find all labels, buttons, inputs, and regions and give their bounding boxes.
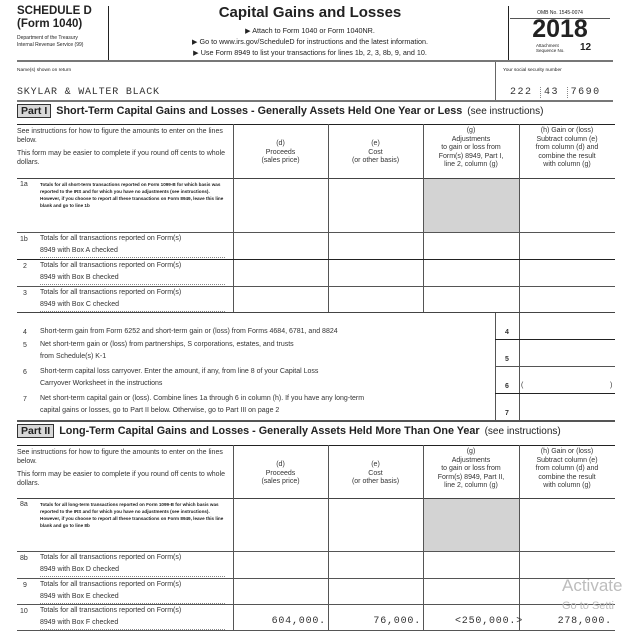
divider bbox=[17, 420, 615, 422]
col-label: (d) bbox=[276, 140, 285, 147]
line-number: 6 bbox=[23, 369, 27, 376]
part1-intro bbox=[17, 127, 231, 167]
instruction-attach: ▶ Attach to Form 1040 or Form 1040NR. bbox=[245, 26, 375, 35]
line-box-number: 5 bbox=[505, 356, 509, 363]
col-label: combine the result bbox=[538, 473, 596, 481]
col-label: Adjustments bbox=[451, 456, 491, 464]
col-label: (d) bbox=[276, 461, 285, 468]
line-number: 4 bbox=[23, 329, 27, 336]
col-label: (g) bbox=[466, 448, 476, 455]
row-text: Short-term capital loss carryover. Enter the amount, if any, from line 8 of your Capital Loss bbox=[40, 368, 319, 375]
col-label: to gain or loss from bbox=[441, 144, 501, 152]
paren-close: ) bbox=[610, 382, 613, 389]
taxpayer-name-field[interactable]: SKYLAR & WALTER BLACK bbox=[17, 87, 160, 98]
part2-intro2: This form may be easier to complete if you round off cents to whole dollars. bbox=[17, 471, 226, 487]
col-label: line 2, column (g) bbox=[444, 161, 498, 169]
row-text: Carryover Worksheet in the instructions bbox=[40, 380, 163, 387]
shaded-cell bbox=[424, 179, 519, 232]
row-text: 8949 with Box A checked bbox=[40, 245, 225, 258]
line-number: 1b bbox=[20, 236, 28, 243]
tax-year: 2018 bbox=[532, 15, 588, 43]
col-label: Cost bbox=[368, 148, 383, 156]
row-text: capital gains or losses, go to Part II below. Otherwise, go to Part III on page 2 bbox=[40, 407, 280, 414]
divider bbox=[108, 6, 109, 60]
line-box-number: 4 bbox=[505, 329, 509, 336]
col-label: (or other basis) bbox=[351, 157, 400, 165]
line10-proceeds-field[interactable]: 604,000. bbox=[271, 616, 326, 627]
col-label: (g) bbox=[466, 127, 476, 134]
attachment-label: Attachment bbox=[536, 43, 559, 48]
line7-text bbox=[40, 393, 364, 417]
row-text: 8949 with Box E checked bbox=[40, 591, 225, 604]
line5-text bbox=[40, 339, 294, 363]
row-text: 8949 with Box B checked bbox=[40, 272, 225, 285]
part1-title: Short-Term Capital Gains and Losses - Generally Assets Held One Year or Less bbox=[56, 105, 463, 117]
sequence-number: 12 bbox=[580, 42, 592, 53]
divider bbox=[17, 124, 615, 125]
activation-watermark: Activate bbox=[562, 576, 623, 595]
row-text: Totals for all transactions reported on Form(s) bbox=[40, 262, 182, 269]
form-title: Capital Gains and Losses bbox=[218, 4, 402, 21]
line-box-number: 6 bbox=[505, 383, 509, 390]
activation-watermark-sub: Go to Setti bbox=[562, 600, 614, 612]
schedule-label: SCHEDULE D bbox=[17, 5, 92, 17]
row-text: Net short-term capital gain or (loss). Combine lines 1a through 6 in column (h). If you have any long-term bbox=[40, 395, 365, 402]
row-text: Totals for all transactions reported on Form(s) bbox=[40, 289, 182, 296]
row-text: Totals for all transactions reported on Form(s) bbox=[40, 235, 182, 242]
col-label: line 2, column (g) bbox=[444, 482, 498, 490]
divider bbox=[508, 6, 509, 60]
col-label: Subtract column (e) bbox=[536, 135, 598, 143]
line10-cost-field[interactable]: 76,000. bbox=[373, 616, 421, 627]
row-text: Net short-term gain or (loss) from partnerships, S corporations, estates, and trusts bbox=[40, 341, 294, 348]
col-label: (h) Gain or (loss) bbox=[540, 448, 594, 455]
divider bbox=[17, 498, 615, 499]
divider bbox=[495, 62, 496, 100]
line4-text: Short-term gain from Form 6252 and short-term gain or (loss) from Forms 4684, 6781, and 8824 bbox=[40, 328, 338, 335]
line-number: 8a bbox=[20, 501, 28, 508]
line-number: 9 bbox=[23, 582, 27, 589]
line-number: 3 bbox=[23, 290, 27, 297]
ssn-part1: 222 bbox=[510, 87, 533, 98]
part1-badge: Part I bbox=[17, 104, 51, 118]
col-label: from column (d) and bbox=[535, 465, 599, 473]
attachment-sequence-label bbox=[536, 43, 565, 53]
col-label: Form(s) 8949, Part I, bbox=[438, 152, 504, 160]
row-divider bbox=[495, 393, 615, 394]
line-number: 7 bbox=[23, 396, 27, 403]
col-label: to gain or loss from bbox=[441, 465, 501, 473]
shaded-cell bbox=[424, 499, 519, 551]
dept-line2: Internal Revenue Service (99) bbox=[17, 42, 84, 48]
col-label: Adjustments bbox=[451, 135, 491, 143]
grid-line bbox=[328, 124, 329, 312]
part1-see-instructions: (see instructions) bbox=[467, 105, 544, 117]
row-text: from Schedule(s) K-1 bbox=[40, 353, 107, 360]
row-text: 8949 with Box F checked bbox=[40, 617, 225, 630]
line-number: 1a bbox=[20, 181, 28, 188]
line6-text bbox=[40, 366, 318, 390]
col-label: (h) Gain or (loss) bbox=[540, 127, 594, 134]
form-label: (Form 1040) bbox=[17, 18, 83, 30]
dept-line1: Department of the Treasury bbox=[17, 35, 78, 41]
line1a-text: Totals for all short-term transactions reported on Form 1099-B for which basis was reported to the IRS and for which you have no adjustments (see instructions). However, if you choose to report all these transactions on Form 8949, leave this line blank and go to line 1b bbox=[40, 182, 224, 208]
part1-col-g-header bbox=[423, 127, 519, 170]
line8b-text bbox=[40, 552, 225, 577]
row-divider bbox=[495, 339, 615, 340]
omb-number: OMB No. 1545-0074 bbox=[537, 10, 583, 16]
part2-see-instructions: (see instructions) bbox=[484, 425, 561, 437]
line-box-number: 7 bbox=[505, 410, 509, 417]
line3-text bbox=[40, 287, 225, 312]
line8a-text: Totals for all long-term transactions reported on Form 1099-B for which basis was reported to the IRS and for which you have no adjustments (see instructions). However, if you choose to report all these transactions on Form 8949, leave this line blank and go to line 8b bbox=[40, 502, 224, 528]
part2-col-h-header bbox=[519, 448, 615, 491]
divider bbox=[17, 445, 615, 446]
line-number: 2 bbox=[23, 263, 27, 270]
divider bbox=[17, 178, 615, 179]
line-number: 10 bbox=[20, 608, 28, 615]
grid-line bbox=[519, 124, 520, 420]
row-text: 8949 with Box D checked bbox=[40, 564, 225, 577]
part1-col-d-header bbox=[233, 140, 328, 166]
part2-intro bbox=[17, 448, 231, 488]
names-label: Name(s) shown on return bbox=[17, 68, 72, 73]
line1b-text bbox=[40, 233, 225, 258]
part1-intro2: This form may be easier to complete if you round off cents to whole dollars. bbox=[17, 150, 226, 166]
part2-col-e-header bbox=[328, 461, 423, 487]
col-label: Proceeds bbox=[265, 148, 296, 156]
part2-col-d-header bbox=[233, 461, 328, 487]
row-divider bbox=[17, 312, 615, 313]
instruction-website: ▶ Go to www.irs.gov/ScheduleD for instructions and the latest information. bbox=[191, 37, 429, 46]
col-label: Subtract column (e) bbox=[536, 456, 598, 464]
instruction-form8949: ▶ Use Form 8949 to list your transactions for lines 1b, 2, 3, 8b, 9, and 10. bbox=[193, 48, 427, 57]
col-label: Cost bbox=[368, 469, 383, 477]
col-label: (sales price) bbox=[261, 478, 300, 486]
row-text: Totals for all transactions reported on Form(s) bbox=[40, 554, 182, 561]
form-id-block bbox=[17, 5, 107, 49]
col-label: (e) bbox=[371, 140, 380, 147]
row-text: 8949 with Box C checked bbox=[40, 299, 225, 312]
divider bbox=[17, 60, 613, 62]
line10-gain-field[interactable]: 278,000. bbox=[557, 616, 612, 627]
line-number: 8b bbox=[20, 555, 28, 562]
col-label: with column (g) bbox=[543, 482, 591, 490]
part2-col-g-header bbox=[423, 448, 519, 491]
part2-heading bbox=[17, 424, 561, 438]
line-number: 5 bbox=[23, 342, 27, 349]
sequence-label: Sequence No. bbox=[536, 48, 565, 53]
paren-open: ( bbox=[521, 382, 524, 389]
divider bbox=[17, 100, 613, 102]
line10-text bbox=[40, 605, 225, 630]
part2-intro1: See instructions for how to figure the amounts to enter on the lines below. bbox=[17, 449, 223, 465]
col-label: Form(s) 8949, Part II, bbox=[437, 473, 505, 481]
col-label: Proceeds bbox=[265, 469, 296, 477]
col-label: (sales price) bbox=[261, 157, 300, 165]
line2-text bbox=[40, 260, 225, 285]
ssn-part2: 43 bbox=[540, 87, 559, 98]
row-text: Totals for all transactions reported on Form(s) bbox=[40, 581, 182, 588]
row-divider bbox=[495, 366, 615, 367]
part1-col-e-header bbox=[328, 140, 423, 166]
col-label: (e) bbox=[371, 461, 380, 468]
row-text: Totals for all transactions reported on Form(s) bbox=[40, 607, 182, 614]
part1-col-h-header bbox=[519, 127, 615, 170]
col-label: with column (g) bbox=[543, 161, 591, 169]
col-label: from column (d) and bbox=[535, 144, 599, 152]
ssn-label: Your social security number bbox=[503, 68, 562, 73]
col-label: (or other basis) bbox=[351, 478, 400, 486]
line9-text bbox=[40, 579, 225, 604]
ssn-part3: 7690 bbox=[567, 87, 601, 98]
part1-intro1: See instructions for how to figure the amounts to enter on the lines below. bbox=[17, 128, 223, 144]
col-label: combine the result bbox=[538, 152, 596, 160]
part2-badge: Part II bbox=[17, 424, 54, 438]
part2-title: Long-Term Capital Gains and Losses - Generally Assets Held More Than One Year bbox=[59, 425, 480, 437]
line10-adjustments-field[interactable]: <250,000.> bbox=[454, 616, 523, 627]
part1-heading bbox=[17, 104, 543, 118]
grid-line bbox=[233, 124, 234, 312]
ssn-field[interactable] bbox=[510, 87, 601, 98]
